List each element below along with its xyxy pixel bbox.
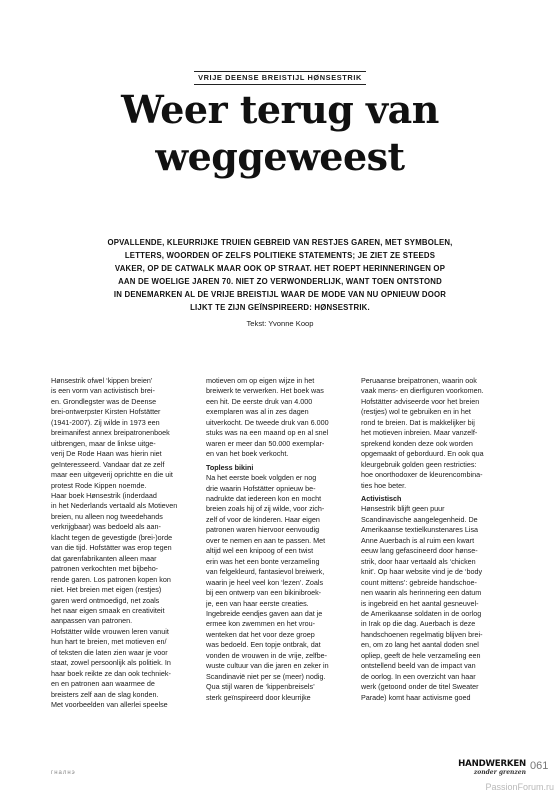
body-text-line: erin was het een bonte verzameling xyxy=(206,556,320,566)
body-text-line: exemplaren was al in zes dagen xyxy=(206,407,309,417)
body-text-line: bij een ontwerp van een bikinibroek- xyxy=(206,588,322,598)
body-text-line: garen werd ontmoedigd, net zoals xyxy=(51,595,160,605)
body-text-line: niet. Het breien met eigen (restjes) xyxy=(51,585,162,595)
body-text-line: uitbrengen, maar de linkse uitge- xyxy=(51,438,156,448)
footer-section-tag: гналнэ xyxy=(51,770,76,776)
kicker-label: VRIJE DEENSE BREISTIJL HØNSESTRIK xyxy=(194,71,366,85)
body-text-line: wenteken dat het voor deze groep xyxy=(206,629,315,639)
body-text-line: strik, door haar vertaald als ‘chicken xyxy=(361,556,476,566)
body-text-line: Anne Auerbach is al ruim een kwart xyxy=(361,535,475,545)
body-text-line: breien zoals hij of zij wilde, voor zich- xyxy=(206,504,325,514)
body-text-line: rond te breien. Dat is makkelijker bij xyxy=(361,417,475,427)
body-text-line: brei-ontwerpster Kirsten Hofstätter xyxy=(51,407,161,417)
lead-line: VAKER, OP DE CATWALK MAAR OOK OP STRAAT. HET ROEPT HERINNERINGEN OP xyxy=(114,264,446,274)
body-text-line: vaak mens- en dierfiguren voorkomen. xyxy=(361,386,484,396)
body-text-line: waren er meer dan 50.000 exemplar- xyxy=(206,438,325,448)
page-number: 061 xyxy=(530,760,549,772)
body-text-line: motieven om op eigen wijze in het xyxy=(206,376,315,385)
headline-line-1: Weer terug van xyxy=(121,87,439,132)
body-text-line: wuste cultuur van die jaren en zeker in xyxy=(206,661,329,671)
body-text-line: geïnteresseerd. Vandaar dat ze zelf xyxy=(51,459,165,469)
body-text-line: en en patronen aan waarmee de xyxy=(51,679,155,689)
body-text-line: knit’. Op haar website vind je de ‘body xyxy=(361,567,483,577)
headline xyxy=(40,86,520,180)
body-text-line: nen waarin als herinnering een datum xyxy=(361,588,482,598)
body-text-line: de oorlog. In een overzicht van haar xyxy=(361,671,476,681)
subheading-topless-bikini: Topless bikini xyxy=(206,462,254,472)
body-text-line: is ingebreid en het aantal gesneuvel- xyxy=(361,598,479,608)
body-text-line: ties hoe beter. xyxy=(361,480,407,490)
body-text-line: sprekend konden deze ook worden xyxy=(361,438,473,448)
body-text-line: Scandinavië niet per se (meer) nodig. xyxy=(206,671,326,681)
lead-line: OPVALLENDE, KLEURRIJKE TRUIEN GEBREID VAN RESTJES GAREN, MET SYMBOLEN, xyxy=(107,238,453,247)
body-text-line: patronen waren hiervoor eenvoudig xyxy=(206,525,320,535)
body-column-1 xyxy=(51,376,191,711)
body-text-line: stuks was na een maand op en al snel xyxy=(206,428,329,438)
body-text-line: de Amerikaanse soldaten in de oorlog xyxy=(361,608,482,618)
body-text-line: Qua stijl waren de ‘kippenbreisels’ xyxy=(206,682,315,692)
body-text-line: of teksten die laten zien waar je voor xyxy=(51,647,168,657)
body-text-line: over te nemen en aan te passen. Met xyxy=(206,535,326,545)
body-text-line: Hofstätter adviseerde voor het breien xyxy=(361,396,480,406)
body-text-line: was bedoeld. Een topje ontbrak, dat xyxy=(206,640,321,650)
body-text-line: (restjes) wol te gebruiken en in het xyxy=(361,407,471,417)
body-text-line: eeuw lang gefascineerd door hønse- xyxy=(361,546,478,556)
body-text-line: breien, nu alleen nog tweedehands xyxy=(51,511,163,521)
body-text-line: protest Rode Kippen noemde. xyxy=(51,480,147,490)
body-text-line: in Irak op die dag. Auerbach is deze xyxy=(361,619,476,629)
body-text-line: aanpassen van patronen. xyxy=(51,616,133,626)
body-text-line: Peruaanse breipatronen, waarin ook xyxy=(361,376,477,385)
body-text-line: het motieven inbreien. Maar vanzelf- xyxy=(361,428,478,438)
body-text-line: (1941-2007). Zij wilde in 1973 een xyxy=(51,417,160,427)
logo-tagline: zonder grenzen xyxy=(473,768,526,776)
body-text-line: haar boek reikte ze dan ook techniek- xyxy=(51,668,171,678)
body-text-line: en van het boek verkocht. xyxy=(206,449,289,459)
body-column-2 xyxy=(206,376,346,703)
body-text-line: nadrukte dat iedereen kon en mocht xyxy=(206,493,322,503)
body-text-line: uitverkocht. De tweede druk van 6.000 xyxy=(206,417,329,427)
body-text-line: Ingebreide eendjes gaven aan dat je xyxy=(206,608,323,618)
body-text-line: Scandinavische aangelegenheid. De xyxy=(361,514,478,524)
body-text-line: ermee kon zwemmen en het vrou- xyxy=(206,619,316,629)
magazine-logo xyxy=(452,760,526,776)
lead-line: LETTERS, WOORDEN OF ZELFS POLITIEKE STATEMENTS; JE ZIET ZE STEEDS xyxy=(124,251,436,261)
body-text-line: count mittens’: gebreide handschoe- xyxy=(361,577,477,587)
byline: Tekst: Yvonne Koop xyxy=(246,319,314,328)
headline-line-2: weggeweest xyxy=(155,134,405,179)
body-text-line: breiwerk te verwerken. Het boek was xyxy=(206,386,324,396)
body-text-line: waarin je heel veel kon ‘lezen’. Zoals xyxy=(206,577,324,587)
body-text-line: is een vorm van activistisch brei- xyxy=(51,386,155,396)
body-text-line: en. Grondlegster was de Deense xyxy=(51,396,157,406)
body-text-line: opgemaakt of geborduurd. En ook qua xyxy=(361,449,484,459)
body-text-line: staat, zowel persoonlijk als politiek. In xyxy=(51,658,171,668)
body-text-line: verkrijgbaar) was bedoeld als aan- xyxy=(51,522,161,532)
body-text-line: rende garen. Los patronen kopen kon xyxy=(51,574,171,584)
body-text-line: handschoenen regelmatig blijven brei- xyxy=(361,629,483,639)
subheading-activistisch: Activistisch xyxy=(361,493,402,503)
body-text-line: en, om zo lang het aantal doden snel xyxy=(361,640,479,650)
body-text-line: Na het eerste boek volgden er nog xyxy=(206,473,317,483)
body-text-line: dat garenfabrikanten alleen maar xyxy=(51,553,157,563)
body-text-line: maar een uitgeverij oprichtte en die uit xyxy=(51,470,173,480)
body-text-line: sterk geïnspireerd door kleurrijke xyxy=(206,692,311,702)
body-text-line: Amerikaanse textielkunstenares Lisa xyxy=(361,525,479,535)
body-text-line: breimanifest annex breipatronenboek xyxy=(51,428,170,438)
body-text-line: van felgekleurd, fantasievol breiwerk, xyxy=(206,567,325,577)
body-text-line: verij De Rode Haan was hierin niet xyxy=(51,449,162,459)
lead-line: LIJKT TE ZIJN GEÏNSPIREERD: HØNSESTRIK. xyxy=(190,303,370,313)
body-text-line: patronen verkochten met bijbeho- xyxy=(51,564,159,574)
body-text-line: van die tijd. Hofstätter was erop tegen xyxy=(51,543,172,553)
body-text-line: klacht tegen de gevestigde (brei-)orde xyxy=(51,532,173,542)
logo-wordmark: HANDWERKEN xyxy=(458,759,526,769)
lead-line: AAN DE WOELIGE JAREN 70. NIET ZO VERWONDERLIJK, WANT TOEN ONTSTOND xyxy=(118,277,442,287)
body-text-line: hun hart te breien, met motieven en/ xyxy=(51,637,167,647)
body-text-line: breisters zelf aan de slag konden. xyxy=(51,689,159,699)
body-text-line: je, een van haar eerste creaties. xyxy=(206,598,309,608)
body-text-line: een hit. De eerste druk van 4.000 xyxy=(206,396,313,406)
body-text-line: in het Nederlands vertaald als Motieven xyxy=(51,501,178,511)
body-text-line: Haar boek Hønsestrik (inderdaad xyxy=(51,490,157,500)
body-text-line: Met voorbeelden van allerlei speelse xyxy=(51,700,168,710)
body-text-line: werk (getoond onder de titel Sweater xyxy=(361,682,479,692)
body-text-line: kleurgebruik golden geen restricties: xyxy=(361,459,477,469)
body-text-line: hoe onorthodoxer de kleurencombina- xyxy=(361,470,483,480)
body-text-line: Hønsestrik ofwel ‘kippen breien’ xyxy=(51,376,153,385)
body-text-line: drie waarin Hofstätter opnieuw be- xyxy=(206,483,316,493)
body-text-line: Parade) komt haar activisme goed xyxy=(361,692,471,702)
lead-line: IN DENEMARKEN AL DE VRIJE BREISTIJL WAAR DE MODE VAN NU OPNIEUW DOOR xyxy=(113,290,447,300)
lead-paragraph xyxy=(96,236,464,315)
body-text-line: zelf of voor de kinderen. Haar eigen xyxy=(206,514,320,524)
body-text-line: Hønsestrik blijft geen puur xyxy=(361,504,445,514)
body-text-line: altijd wel een knipoog of een twist xyxy=(206,546,314,556)
body-text-line: Hofstätter wilde vrouwen leren vanuit xyxy=(51,626,169,636)
watermark: PassionForum.ru xyxy=(485,782,554,792)
body-text-line: opliep, geeft de hele verzameling een xyxy=(361,650,481,660)
body-column-3 xyxy=(361,376,501,703)
kicker xyxy=(0,67,560,85)
body-text-line: het naar eigen smaak en creativiteit xyxy=(51,605,165,615)
body-text-line: ontstellend beeld van de impact van xyxy=(361,661,476,671)
body-text-line: vonden de vrouwen in de vrije, zelfbe- xyxy=(206,650,328,660)
